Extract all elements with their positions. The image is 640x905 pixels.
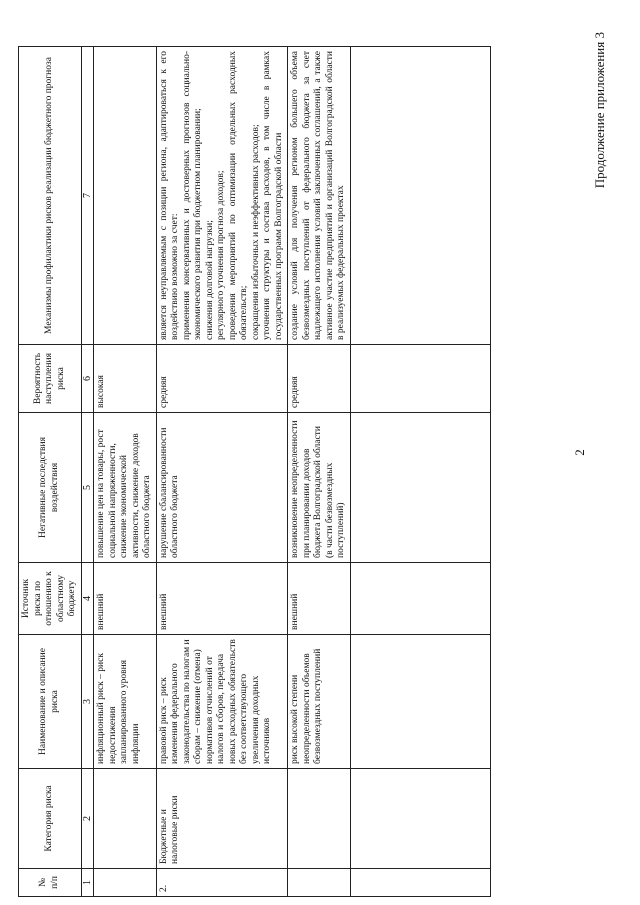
mechanism-line: снижения долговой нагрузки; (204, 220, 215, 340)
mechanism-line: является неуправляемым с позиции региона, адаптироваться к его воздействию возможно за счет: (158, 51, 180, 340)
header-name: Наименование и описание риска (19, 635, 82, 769)
header-probability: Вероятность наступления риска (19, 345, 82, 413)
appendix-label: Продолжение приложения 3 (592, 32, 607, 189)
mechanism-line: применения консервативных и достоверных прогнозов социально-экономического развития при бюджетном планировании; (181, 51, 203, 340)
mechanism-line: создание условий для получения регионом большего объема безвозмездных поступлений от федерального бюджета за счет надлежащего исполнения условий заключенных соглашений, а также активное участие предприятий и организаций Волгоградской области в реализуемых федеральных проектах (290, 51, 346, 340)
empty-cell (350, 345, 490, 413)
mechanism-line: проведения мероприятий по оптимизации отдельных расходных обязательств; (227, 51, 249, 340)
table-row-empty (350, 47, 490, 897)
mechanism-line: уточнения структуры и состава расходов, в том числе в рамках государственных программ Волгоградской области (262, 51, 284, 340)
header-row (19, 47, 82, 897)
risk-source: внешний (156, 563, 288, 635)
risk-source: внешний (94, 563, 157, 635)
risk-consequences: возникновение неопределенности при планировании доходов бюджета Волгоградской области (в части безвозмездных поступлений) (288, 413, 351, 563)
row-category: Бюджетные и налоговые риски (156, 769, 288, 869)
mechanism-line: регулярного уточнения прогноза доходов; (216, 170, 226, 340)
column-number: 3 (81, 635, 94, 769)
risk-table (18, 46, 491, 897)
column-number: 5 (81, 413, 94, 563)
header-mechanisms: Механизмы профилактики рисков реализации бюджетного прогноза (19, 47, 82, 345)
table-row (94, 47, 157, 897)
risk-probability: высокая (94, 345, 157, 413)
row-category (94, 769, 157, 869)
row-category (288, 769, 351, 869)
header-consequences: Негативные последствия воздействия (19, 413, 82, 563)
column-numbers-row (81, 47, 94, 897)
header-num: № п/п (19, 869, 82, 897)
table-row (288, 47, 351, 897)
empty-cell (350, 869, 490, 897)
risk-name: риск высокой степени неопределенности объемов безвозмездных поступлений (288, 635, 351, 769)
empty-cell (350, 563, 490, 635)
risk-name: инфляционный риск – риск недостижения запланированного уровня инфляции (94, 635, 157, 769)
row-num (288, 869, 351, 897)
risk-mechanisms (156, 47, 288, 345)
mechanism-line: сокращения избыточных и неэффективных расходов; (250, 124, 261, 340)
column-number: 6 (81, 345, 94, 413)
risk-probability: средняя (288, 345, 351, 413)
risk-mechanisms (288, 47, 351, 345)
risk-mechanisms (94, 47, 157, 345)
risk-probability: средняя (156, 345, 288, 413)
risk-consequences: повышение цен на товары, рост социальной напряженности, снижение экономической активности, снижение доходов областного бюджета (94, 413, 157, 563)
empty-cell (350, 635, 490, 769)
header-source: Источник риска по отношению к областному бюджету (19, 563, 82, 635)
row-num (94, 869, 157, 897)
risk-source: внешний (288, 563, 351, 635)
header-category: Категория риска (19, 769, 82, 869)
risk-consequences: нарушение сбалансированности областного бюджета (156, 413, 288, 563)
page-number: 2 (572, 449, 587, 456)
empty-cell (350, 413, 490, 563)
column-number: 2 (81, 769, 94, 869)
empty-cell (350, 47, 490, 345)
table-row (156, 47, 288, 897)
empty-cell (350, 769, 490, 869)
column-number: 7 (81, 47, 94, 345)
column-number: 1 (81, 869, 94, 897)
risk-name: правовой риск – риск изменения федерального законодательства по налогам и сборам – снижение (отмена) нормативов отчислений от налогов и сборов, передача новых расходных обязательств без соответствующего увеличения доходных источников (156, 635, 288, 769)
row-num: 2. (156, 869, 288, 897)
column-number: 4 (81, 563, 94, 635)
